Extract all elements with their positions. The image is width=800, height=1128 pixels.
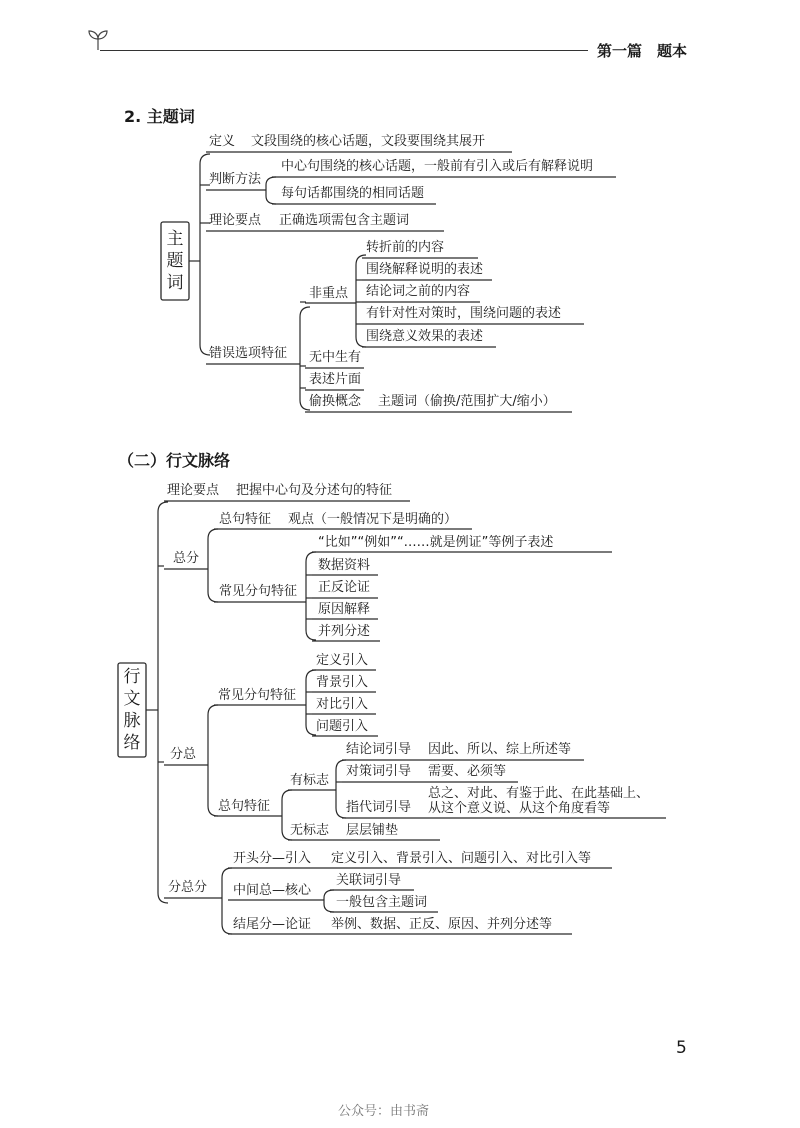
footer-watermark: 公众号：由书斋 — [338, 1104, 430, 1119]
node-nonkey-item: 围绕解释说明的表述 — [366, 262, 484, 277]
section-heading-theme-word: 2. 主题词 — [124, 107, 195, 126]
node-swap-label: 偷换概念 — [309, 394, 362, 409]
node-nonkey-item: 有针对性对策时，围绕问题的表述 — [366, 306, 562, 321]
node-start-label: 开头分—引入 — [233, 851, 312, 866]
node-nonkey-label: 非重点 — [309, 286, 349, 301]
node-theory-label: 理论要点 — [167, 483, 220, 498]
node-zong-feature-label: 总句特征 — [218, 799, 271, 814]
node-definition-label: 定义 — [209, 134, 236, 149]
node-end-label: 结尾分—论证 — [233, 917, 312, 932]
node-end-text: 举例、数据、正反、原因、并列分述等 — [331, 917, 553, 932]
node-judge-item: 中心句围绕的核心话题，一般前有引入或后有解释说明 — [281, 159, 594, 174]
root-label-char: 文 — [123, 689, 141, 709]
node-definition-text: 文段围绕的核心话题，文段要围绕其展开 — [251, 134, 486, 149]
section-heading-writing-context: （二）行文脉络 — [118, 451, 231, 470]
node-unmarked-text: 层层铺垫 — [346, 823, 399, 838]
node-nonkey-item: 转折前的内容 — [366, 240, 445, 255]
node-unmarked-label: 无标志 — [290, 823, 330, 838]
node-theory-text: 正确选项需包含主题词 — [279, 213, 410, 228]
root-label-writing-context — [121, 666, 143, 754]
node-marked-label: 有标志 — [290, 773, 330, 788]
root-label-char: 络 — [123, 733, 141, 753]
node-intro-item: 问题引入 — [316, 719, 369, 734]
node-fen-item: 原因解释 — [318, 602, 371, 617]
node-start-text: 定义引入、背景引入、问题引入、对比引入等 — [331, 851, 592, 866]
node-middle-label: 中间总—核心 — [233, 883, 312, 898]
node-zongfen-label: 总分 — [173, 551, 200, 566]
node-marked-item-text: 总之、对此、有鉴于此、在此基础上、 — [428, 786, 650, 801]
node-fen-item: 并列分述 — [318, 624, 371, 639]
node-fenzong-label: 分总 — [170, 747, 197, 762]
node-zong-feature-text: 观点（一般情况下是明确的） — [288, 512, 458, 527]
node-wrong-item: 表述片面 — [309, 372, 362, 387]
node-marked-item-text: 从这个意义说、从这个角度看等 — [428, 801, 611, 816]
node-judge-label: 判断方法 — [209, 172, 262, 187]
node-marked-item-label: 结论词引导 — [346, 742, 412, 757]
root-label-theme-word — [164, 228, 186, 294]
node-fen-feature-label: 常见分句特征 — [218, 688, 297, 703]
page-header-title: 第一篇 题本 — [597, 42, 688, 60]
node-middle-item: 一般包含主题词 — [336, 895, 428, 910]
root-label-char: 脉 — [123, 711, 141, 731]
node-marked-item-text: 需要、必须等 — [428, 764, 507, 779]
node-zong-feature-label: 总句特征 — [219, 512, 272, 527]
node-fen-item: 正反论证 — [318, 580, 371, 595]
node-theory-text: 把握中心句及分述句的特征 — [236, 483, 393, 498]
node-judge-item: 每句话都围绕的相同话题 — [281, 186, 425, 201]
node-intro-item: 对比引入 — [316, 697, 369, 712]
node-wrong-option-label: 错误选项特征 — [209, 346, 288, 361]
node-nonkey-item: 结论词之前的内容 — [366, 284, 471, 299]
node-marked-item-label: 对策词引导 — [346, 764, 412, 779]
node-swap-text: 主题词（偷换/范围扩大/缩小） — [378, 394, 556, 409]
node-middle-item: 关联词引导 — [336, 873, 402, 888]
node-fen-item: 数据资料 — [318, 558, 371, 573]
root-label-char: 主 — [166, 229, 184, 249]
node-marked-item-label: 指代词引导 — [346, 800, 412, 815]
node-intro-item: 背景引入 — [316, 675, 369, 690]
node-fen-feature-label: 常见分句特征 — [219, 584, 298, 599]
page-number: 5 — [676, 1038, 687, 1058]
node-intro-item: 定义引入 — [316, 653, 369, 668]
node-fen-item: “比如”“例如”“……就是例证”等例子表述 — [318, 535, 554, 550]
root-label-char: 行 — [123, 667, 141, 687]
node-marked-item-text: 因此、所以、综上所述等 — [428, 742, 572, 757]
root-label-char: 词 — [166, 273, 184, 293]
node-fenzongfen-label: 分总分 — [168, 880, 208, 895]
node-wrong-item: 无中生有 — [309, 350, 362, 365]
node-theory-label: 理论要点 — [209, 213, 262, 228]
root-label-char: 题 — [166, 251, 184, 271]
node-nonkey-item: 围绕意义效果的表述 — [366, 329, 484, 344]
